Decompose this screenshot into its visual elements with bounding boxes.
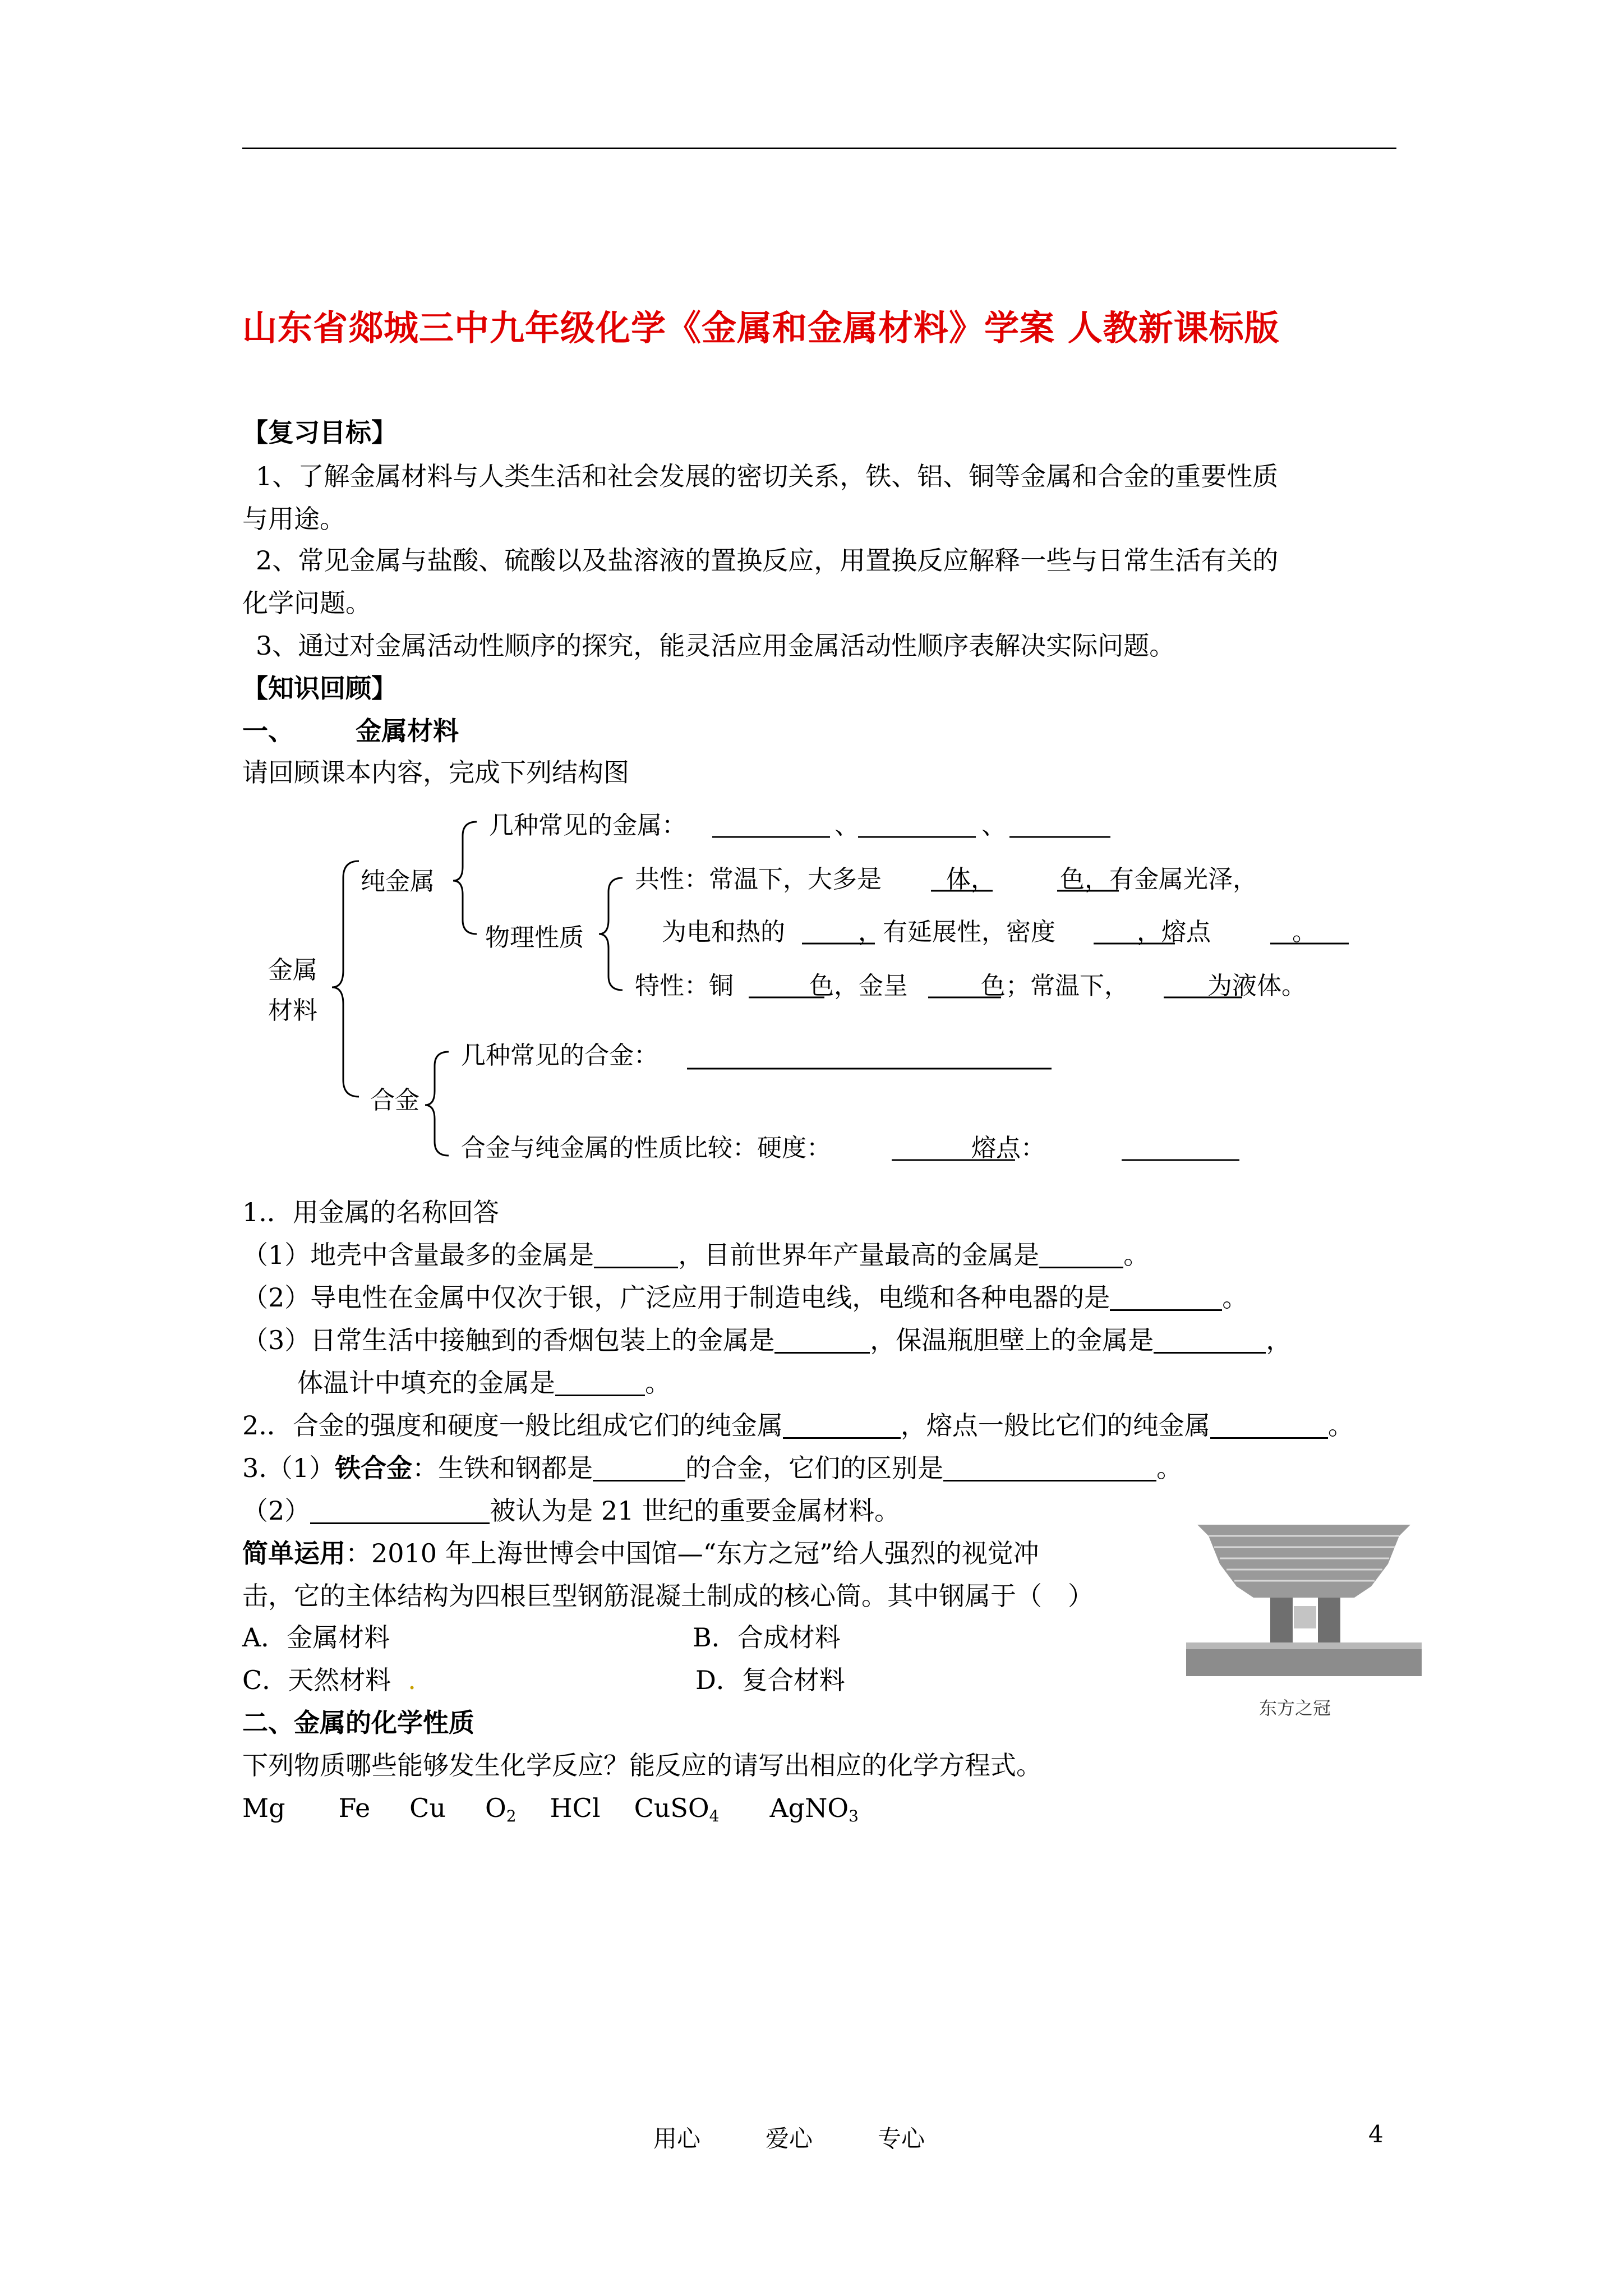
common-alloys-label: 几种常见的合金： xyxy=(461,1041,658,1070)
section-1-number: 一、 xyxy=(242,716,294,746)
node-physical-properties: 物理性质 xyxy=(485,923,584,952)
substance-fe: Fe xyxy=(338,1793,371,1823)
goal-2-cont: 化学问题。 xyxy=(242,588,371,618)
china-pavilion-photo xyxy=(1186,1513,1422,1676)
question-1: 1.．用金属的名称回答 xyxy=(242,1197,499,1227)
substance-cu: Cu xyxy=(409,1793,446,1823)
substance-hcl: HCl xyxy=(550,1793,601,1823)
question-2: 2.．合金的强度和硬度一般比组成它们的纯金属 ，熔点一般比它们的纯金属 。 xyxy=(242,1410,1354,1441)
option-b: B．合成材料 xyxy=(693,1622,841,1653)
review-goals-heading: 【复习目标】 xyxy=(242,417,397,448)
goal-1-cont: 与用途。 xyxy=(242,504,345,534)
common-property-line2: 为电和热的 ，有延展性，密度 ，熔点 。 xyxy=(662,918,1317,946)
page-number: 4 xyxy=(1368,2120,1384,2148)
document-title: 山东省郯城三中九年级化学《金属和金属材料》学案 人教新课标版 xyxy=(242,307,1280,348)
special-property-line: 特性：铜 色，金呈 色；常温下， 为液体。 xyxy=(635,972,1306,1000)
question-1-1: （1）地壳中含量最多的金属是 ，目前世界年产量最高的金属是 。 xyxy=(242,1240,1150,1270)
diagram-intro: 请回顾课本内容，完成下列结构图 xyxy=(242,757,629,788)
separator-2: 、 xyxy=(981,811,1006,840)
question-1-3-cont: 体温计中填充的金属是 。 xyxy=(297,1368,671,1398)
common-metals-label: 几种常见的金属： xyxy=(489,811,686,840)
option-c: C．天然材料 . xyxy=(242,1665,416,1695)
substance-o2: $O_2$ xyxy=(485,1793,517,1825)
photo-caption: 东方之冠 xyxy=(1259,1697,1331,1719)
option-a: A．金属材料 xyxy=(242,1622,390,1653)
alloy-compare-line: 合金与纯金属的性质比较：硬度： 熔点： xyxy=(461,1134,1045,1162)
brace-pure xyxy=(453,822,477,934)
node-material: 材料 xyxy=(268,996,317,1025)
goal-3: 3、通过对金属活动性顺序的探究，能灵活应用金属活动性顺序表解决实际问题。 xyxy=(256,631,1175,661)
footer-motto-3: 专心 xyxy=(878,2125,925,2152)
section-2-heading: 二、金属的化学性质 xyxy=(242,1708,474,1738)
node-alloy: 合金 xyxy=(370,1086,419,1115)
question-3-2: （2） 被认为是 21 世纪的重要金属材料。 xyxy=(242,1496,901,1526)
footer-motto-1: 用心 xyxy=(653,2125,701,2152)
footer-motto-2: 爱心 xyxy=(766,2125,813,2152)
common-property-line1: 共性：常温下，大多是 体， 色，有金属光泽， xyxy=(635,865,1257,894)
knowledge-heading: 【知识回顾】 xyxy=(242,673,397,703)
substance-cuso4: CuSO$_4$ xyxy=(634,1793,720,1825)
question-1-3: （3）日常生活中接触到的香烟包装上的金属是 ，保温瓶胆壁上的金属是 ， xyxy=(242,1325,1292,1355)
application-line1: 简单运用：2010 年上海世博会中国馆—“东方之冠”给人强烈的视觉冲 xyxy=(242,1538,1039,1568)
separator-1: 、 xyxy=(834,811,859,840)
substances-list xyxy=(242,1791,1398,1834)
brace-physical xyxy=(599,878,623,990)
goal-2: 2、常见金属与盐酸、硫酸以及盐溶液的置换反应，用置换反应解释一些与日常生活有关的 xyxy=(256,545,1279,576)
substance-mg: Mg xyxy=(242,1793,285,1823)
brace-alloy xyxy=(425,1052,449,1156)
option-d: D．复合材料 xyxy=(695,1665,845,1695)
question-3-1: 3.（1）铁合金：生铁和钢都是 的合金，它们的区别是 。 xyxy=(242,1453,1183,1483)
node-pure-metal: 纯金属 xyxy=(361,867,435,896)
substance-agno3: AgNO$_3$ xyxy=(769,1793,859,1825)
brace-root xyxy=(332,861,359,1097)
question-1-2: （2）导电性在金属中仅次于银，广泛应用于制造电线，电缆和各种电器的是 。 xyxy=(242,1282,1248,1313)
node-metal: 金属 xyxy=(268,956,317,984)
application-line2: 击，它的主体结构为四根巨型钢筋混凝土制成的核心筒。其中钢属于（ ） xyxy=(242,1581,1094,1611)
section-2-intro: 下列物质哪些能够发生化学反应？能反应的请写出相应的化学方程式。 xyxy=(242,1750,1042,1780)
goal-1: 1、了解金属材料与人类生活和社会发展的密切关系，铁、铝、铜等金属和合金的重要性质 xyxy=(256,461,1279,491)
section-1-title: 金属材料 xyxy=(356,716,459,746)
